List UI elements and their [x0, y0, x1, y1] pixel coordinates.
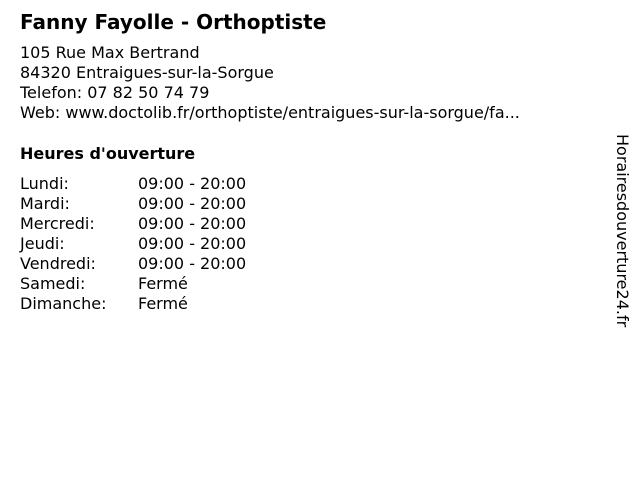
day-label: Mardi:: [20, 194, 70, 213]
hours-row-lundi: [20, 174, 246, 194]
site-watermark: Horairesdouverture24.fr: [613, 134, 632, 328]
hours-row-samedi: [20, 274, 246, 294]
website-link[interactable]: Web: www.doctolib.fr/orthoptiste/entraigues-sur-la-sorgue/fa...: [20, 103, 520, 122]
day-label: Jeudi:: [20, 234, 65, 253]
day-label: Vendredi:: [20, 254, 96, 273]
hours-table: [20, 174, 246, 314]
day-label: Mercredi:: [20, 214, 95, 233]
hours-value: Fermé: [138, 274, 188, 293]
address-street: 105 Rue Max Bertrand: [20, 43, 200, 62]
hours-row-vendredi: [20, 254, 246, 274]
hours-value: 09:00 - 20:00: [138, 234, 247, 253]
day-label: Lundi:: [20, 174, 69, 193]
hours-row-jeudi: [20, 234, 246, 254]
hours-row-mercredi: [20, 214, 246, 234]
address-city: 84320 Entraigues-sur-la-Sorgue: [20, 63, 274, 82]
phone-number: Telefon: 07 82 50 74 79: [20, 83, 210, 102]
hours-row-mardi: [20, 194, 246, 214]
hours-value: 09:00 - 20:00: [138, 174, 247, 193]
day-label: Samedi:: [20, 274, 86, 293]
hours-value: 09:00 - 20:00: [138, 194, 247, 213]
hours-row-dimanche: [20, 294, 246, 314]
hours-value: 09:00 - 20:00: [138, 214, 247, 233]
day-label: Dimanche:: [20, 294, 107, 313]
hours-value: Fermé: [138, 294, 188, 313]
hours-value: 09:00 - 20:00: [138, 254, 247, 273]
business-name: Fanny Fayolle - Orthoptiste: [20, 10, 327, 34]
business-info: [20, 43, 520, 123]
hours-heading: Heures d'ouverture: [20, 144, 196, 163]
